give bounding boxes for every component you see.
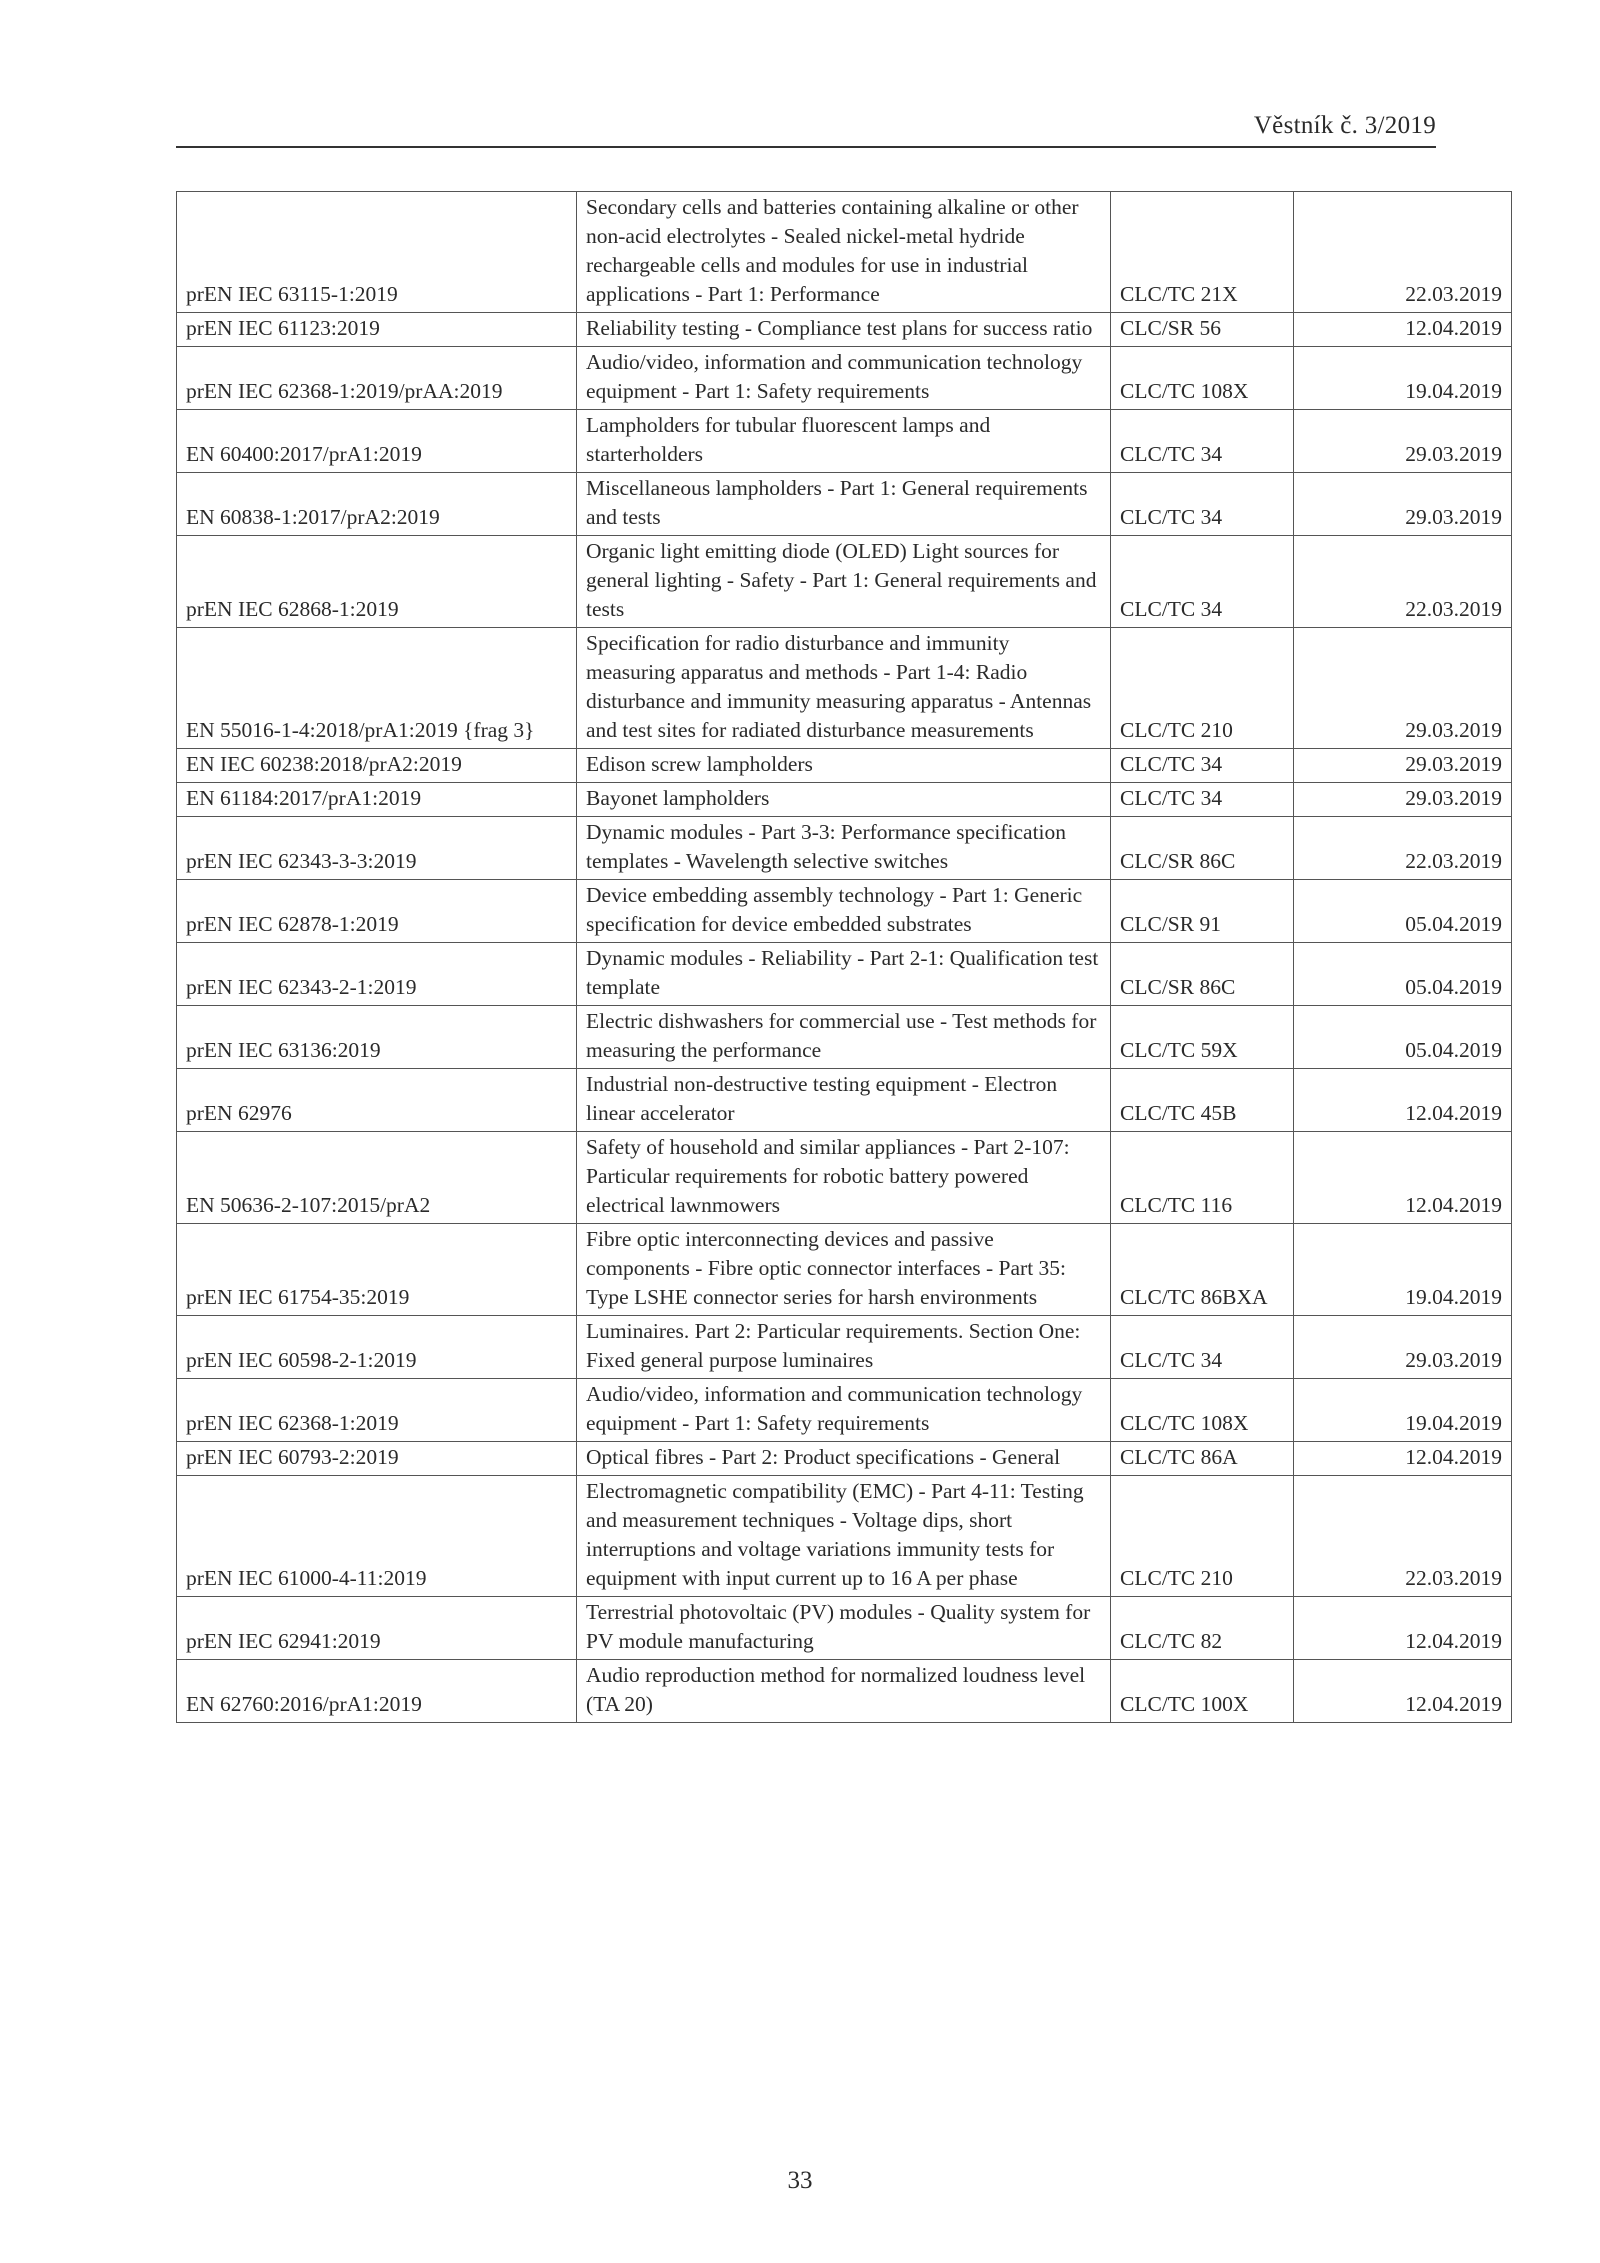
- deadline-date: 29.03.2019: [1294, 473, 1512, 536]
- standard-code: prEN IEC 60793-2:2019: [177, 1442, 577, 1476]
- table-row: [177, 1069, 1512, 1132]
- table-row: [177, 536, 1512, 628]
- technical-committee: CLC/TC 45B: [1111, 1069, 1294, 1132]
- table-row: [177, 1597, 1512, 1660]
- table-row: [177, 347, 1512, 410]
- standard-code: prEN IEC 63115-1:2019: [177, 192, 577, 313]
- standard-code: prEN IEC 61123:2019: [177, 313, 577, 347]
- journal-title: Věstník č. 3/2019: [1253, 112, 1436, 139]
- deadline-date: 22.03.2019: [1294, 1476, 1512, 1597]
- deadline-date: 29.03.2019: [1294, 628, 1512, 749]
- standard-code: prEN IEC 63136:2019: [177, 1006, 577, 1069]
- standard-code: prEN IEC 62343-3-3:2019: [177, 817, 577, 880]
- deadline-date: 29.03.2019: [1294, 1316, 1512, 1379]
- standard-title: Dynamic modules - Part 3-3: Performance specification templates - Wavelength selective switches: [577, 817, 1111, 880]
- technical-committee: CLC/SR 86C: [1111, 817, 1294, 880]
- table-row: [177, 1379, 1512, 1442]
- standard-title: Electromagnetic compatibility (EMC) - Part 4-11: Testing and measurement techniques - Voltage dips, short interruptions and voltage variations immunity tests for equipment with input current up to 16 A per phase: [577, 1476, 1111, 1597]
- standard-code: EN IEC 60238:2018/prA2:2019: [177, 749, 577, 783]
- standard-code: EN 50636-2-107:2015/prA2: [177, 1132, 577, 1224]
- deadline-date: 05.04.2019: [1294, 880, 1512, 943]
- standard-code: prEN IEC 62941:2019: [177, 1597, 577, 1660]
- standard-title: Optical fibres - Part 2: Product specifications - General: [577, 1442, 1111, 1476]
- standard-title: Audio reproduction method for normalized loudness level (TA 20): [577, 1660, 1111, 1723]
- technical-committee: CLC/TC 21X: [1111, 192, 1294, 313]
- standard-title: Miscellaneous lampholders - Part 1: General requirements and tests: [577, 473, 1111, 536]
- standard-code: EN 55016-1-4:2018/prA1:2019 {frag 3}: [177, 628, 577, 749]
- table-row: [177, 1132, 1512, 1224]
- standard-code: EN 62760:2016/prA1:2019: [177, 1660, 577, 1723]
- table-row: [177, 473, 1512, 536]
- deadline-date: 29.03.2019: [1294, 749, 1512, 783]
- standard-code: EN 60838-1:2017/prA2:2019: [177, 473, 577, 536]
- technical-committee: CLC/TC 108X: [1111, 1379, 1294, 1442]
- standard-title: Organic light emitting diode (OLED) Light sources for general lighting - Safety - Part 1: General requirements and tests: [577, 536, 1111, 628]
- deadline-date: 05.04.2019: [1294, 1006, 1512, 1069]
- table-row: [177, 817, 1512, 880]
- deadline-date: 22.03.2019: [1294, 817, 1512, 880]
- standard-title: Device embedding assembly technology - Part 1: Generic specification for device embedded substrates: [577, 880, 1111, 943]
- deadline-date: 12.04.2019: [1294, 1132, 1512, 1224]
- deadline-date: 12.04.2019: [1294, 1597, 1512, 1660]
- page-number: 33: [787, 2167, 813, 2194]
- technical-committee: CLC/TC 116: [1111, 1132, 1294, 1224]
- table-row: [177, 1224, 1512, 1316]
- table-row: [177, 749, 1512, 783]
- technical-committee: CLC/TC 34: [1111, 783, 1294, 817]
- deadline-date: 12.04.2019: [1294, 313, 1512, 347]
- technical-committee: CLC/TC 34: [1111, 749, 1294, 783]
- table-row: [177, 783, 1512, 817]
- standard-code: prEN IEC 61754-35:2019: [177, 1224, 577, 1316]
- standard-code: EN 60400:2017/prA1:2019: [177, 410, 577, 473]
- technical-committee: CLC/TC 210: [1111, 1476, 1294, 1597]
- standard-code: EN 61184:2017/prA1:2019: [177, 783, 577, 817]
- deadline-date: 12.04.2019: [1294, 1069, 1512, 1132]
- technical-committee: CLC/TC 59X: [1111, 1006, 1294, 1069]
- deadline-date: 22.03.2019: [1294, 536, 1512, 628]
- standard-title: Edison screw lampholders: [577, 749, 1111, 783]
- standards-table: [176, 191, 1512, 1723]
- deadline-date: 19.04.2019: [1294, 1379, 1512, 1442]
- standard-title: Audio/video, information and communication technology equipment - Part 1: Safety requirements: [577, 1379, 1111, 1442]
- standard-title: Safety of household and similar appliances - Part 2-107: Particular requirements for robotic battery powered electrical lawnmowers: [577, 1132, 1111, 1224]
- standard-title: Lampholders for tubular fluorescent lamps and starterholders: [577, 410, 1111, 473]
- table-row: [177, 313, 1512, 347]
- standard-title: Dynamic modules - Reliability - Part 2-1: Qualification test template: [577, 943, 1111, 1006]
- table-row: [177, 1476, 1512, 1597]
- technical-committee: CLC/TC 108X: [1111, 347, 1294, 410]
- standard-title: Bayonet lampholders: [577, 783, 1111, 817]
- deadline-date: 19.04.2019: [1294, 1224, 1512, 1316]
- standards-table-body: [177, 192, 1512, 1723]
- technical-committee: CLC/TC 34: [1111, 536, 1294, 628]
- standard-title: Audio/video, information and communication technology equipment - Part 1: Safety requirements: [577, 347, 1111, 410]
- standard-code: prEN 62976: [177, 1069, 577, 1132]
- standard-code: prEN IEC 62878-1:2019: [177, 880, 577, 943]
- technical-committee: CLC/TC 86BXA: [1111, 1224, 1294, 1316]
- table-row: [177, 1316, 1512, 1379]
- table-row: [177, 192, 1512, 313]
- page-header: [176, 108, 1436, 148]
- standard-title: Reliability testing - Compliance test plans for success ratio: [577, 313, 1111, 347]
- deadline-date: 12.04.2019: [1294, 1660, 1512, 1723]
- deadline-date: 29.03.2019: [1294, 783, 1512, 817]
- standard-title: Secondary cells and batteries containing alkaline or other non-acid electrolytes - Sealed nickel-metal hydride rechargeable cells and modules for use in industrial applications - Part 1: Performance: [577, 192, 1111, 313]
- standard-title: Electric dishwashers for commercial use - Test methods for measuring the performance: [577, 1006, 1111, 1069]
- technical-committee: CLC/TC 100X: [1111, 1660, 1294, 1723]
- table-row: [177, 943, 1512, 1006]
- technical-committee: CLC/TC 34: [1111, 1316, 1294, 1379]
- standard-title: Luminaires. Part 2: Particular requirements. Section One: Fixed general purpose luminaires: [577, 1316, 1111, 1379]
- standard-title: Fibre optic interconnecting devices and passive components - Fibre optic connector interfaces - Part 35: Type LSHE connector series for harsh environments: [577, 1224, 1111, 1316]
- technical-committee: CLC/SR 91: [1111, 880, 1294, 943]
- table-row: [177, 1006, 1512, 1069]
- table-row: [177, 880, 1512, 943]
- technical-committee: CLC/TC 34: [1111, 473, 1294, 536]
- table-row: [177, 1442, 1512, 1476]
- deadline-date: 05.04.2019: [1294, 943, 1512, 1006]
- table-row: [177, 628, 1512, 749]
- technical-committee: CLC/SR 86C: [1111, 943, 1294, 1006]
- standard-code: prEN IEC 61000-4-11:2019: [177, 1476, 577, 1597]
- table-row: [177, 410, 1512, 473]
- table-row: [177, 1660, 1512, 1723]
- standard-code: prEN IEC 60598-2-1:2019: [177, 1316, 577, 1379]
- deadline-date: 29.03.2019: [1294, 410, 1512, 473]
- technical-committee: CLC/TC 86A: [1111, 1442, 1294, 1476]
- technical-committee: CLC/SR 56: [1111, 313, 1294, 347]
- standard-title: Industrial non-destructive testing equipment - Electron linear accelerator: [577, 1069, 1111, 1132]
- technical-committee: CLC/TC 34: [1111, 410, 1294, 473]
- deadline-date: 19.04.2019: [1294, 347, 1512, 410]
- standard-code: prEN IEC 62343-2-1:2019: [177, 943, 577, 1006]
- standard-code: prEN IEC 62368-1:2019: [177, 1379, 577, 1442]
- standard-code: prEN IEC 62368-1:2019/prAA:2019: [177, 347, 577, 410]
- technical-committee: CLC/TC 210: [1111, 628, 1294, 749]
- standard-code: prEN IEC 62868-1:2019: [177, 536, 577, 628]
- deadline-date: 12.04.2019: [1294, 1442, 1512, 1476]
- standard-title: Specification for radio disturbance and immunity measuring apparatus and methods - Part 1-4: Radio disturbance and immunity measuring apparatus - Antennas and test sites for radiated disturbance measurements: [577, 628, 1111, 749]
- deadline-date: 22.03.2019: [1294, 192, 1512, 313]
- technical-committee: CLC/TC 82: [1111, 1597, 1294, 1660]
- standard-title: Terrestrial photovoltaic (PV) modules - Quality system for PV module manufacturing: [577, 1597, 1111, 1660]
